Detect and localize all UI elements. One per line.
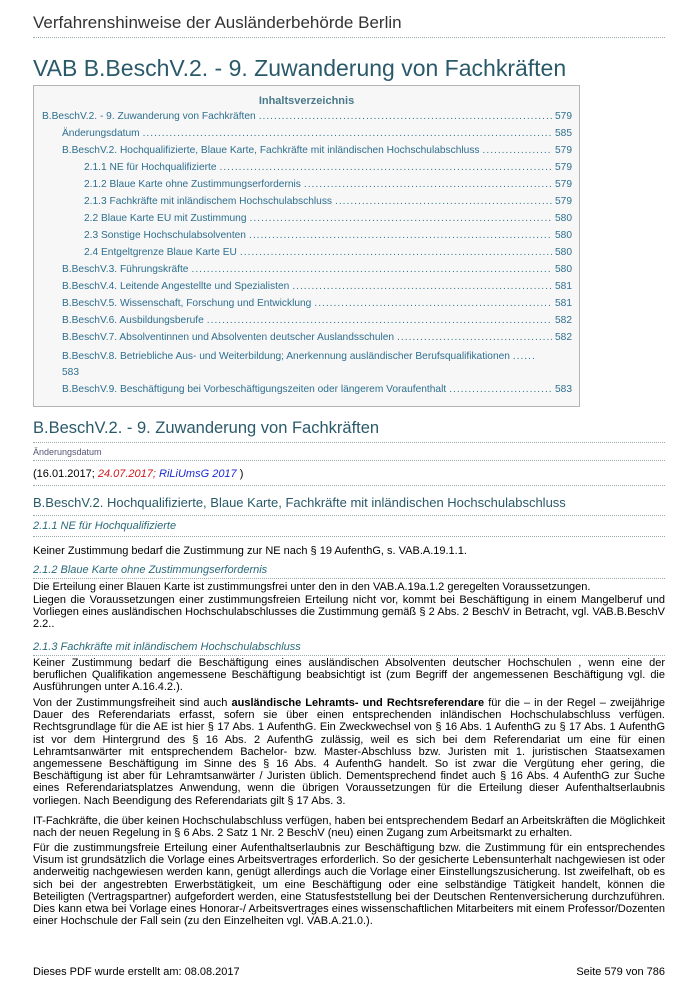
heading-2-1-1: 2.1.1 NE für Hochqualifizierte (33, 520, 177, 532)
toc-item-page: 580 (555, 247, 572, 258)
toc-item[interactable] (62, 264, 572, 278)
toc-item-page: 582 (555, 315, 572, 326)
heading-2-1-3: 2.1.3 Fachkräfte mit inländischem Hochschulabschluss (33, 641, 301, 653)
toc-item[interactable]: B.BeschV.8. Betriebliche Aus- und Weiterbildung; Anerkennung ausländischer Berufsqualifikationen ...... 583 (62, 351, 536, 378)
toc-item-label: 2.3 Sonstige Hochschulabsolventen (84, 230, 246, 241)
page-title: VAB B.BeschV.2. - 9. Zuwanderung von Fachkräften (33, 55, 567, 81)
header-divider (33, 37, 665, 38)
paragraph-2-1-1: Keiner Zustimmung bedarf die Zustimmung zur NE nach § 19 AufenthG, s. VAB.A.19.1.1. (33, 545, 467, 557)
toc-item[interactable] (62, 332, 572, 346)
toc-item-label: B.BeschV.8. Betriebliche Aus- und Weiterbildung; Anerkennung ausländischer Berufsqualifikationen (62, 351, 510, 362)
toc-item-page: 579 (555, 111, 572, 122)
footer-page-info: Seite 579 von 786 (576, 966, 665, 978)
toc-item[interactable] (62, 298, 572, 312)
toc-item[interactable] (42, 111, 572, 125)
toc-item-label: B.BeschV.9. Beschäftigung bei Vorbeschäftigungszeiten oder längerem Voraufenthalt (62, 384, 447, 395)
section-divider (33, 442, 665, 443)
toc-item-page: 581 (555, 298, 572, 309)
paragraph-2-1-3c: IT-Fachkräfte, die über keinen Hochschulabschluss verfügen, haben bei entsprechendem Bedarf an Arbeitskräften die Möglichkeit nach der neuen Regelung in § 6 Abs. 2 Satz 1 Nr. 2 BeschV (neu) einen Zugang zum Arbeitsmarkt zu erhalten. (33, 815, 665, 840)
divider (33, 485, 665, 486)
toc-item[interactable] (62, 145, 572, 159)
toc-item-page: 581 (555, 281, 572, 292)
toc-item-label: B.BeschV.2. Hochqualifizierte, Blaue Karte, Fachkräfte mit inländischen Hochschulabschluss (62, 145, 480, 156)
toc-item-label: Änderungsdatum (62, 128, 140, 139)
toc-item[interactable] (84, 162, 572, 176)
toc-item-label: 2.1.3 Fachkräfte mit inländischem Hochschulabschluss (84, 196, 333, 207)
toc-item-label: B.BeschV.4. Leitende Angestellte und Spezialisten (62, 281, 290, 292)
divider (33, 536, 665, 537)
paragraph-2-1-3a: Keiner Zustimmung bedarf die Beschäftigung eines ausländischen Absolventen deutscher Hochschulen , wenn eine der beruflichen Qualifikation angemessene Beschäftigung beabsichtigt ist (zum Begriff der angemessenen Beschäftigung vgl. die Ausführungen unter A.16.4.2.). (33, 657, 665, 694)
toc-item[interactable] (62, 315, 572, 329)
toc-item-page: 580 (555, 213, 572, 224)
paragraph-2-1-3b: Von der Zustimmungsfreiheit sind auch ausländische Lehramts- und Rechtsreferendare für die – in der Regel – zweijährige Dauer des Referendariats erfasst, sofern sie über einen entsprechenden inländischen Hochschulabschluss verfügen. Rechtsgrundlage für die AE ist hier § 17 Abs. 1 AufenthG. Ein Zweckwechsel von § 16 Abs. 1 AufenthG zu § 17 Abs. 1 AufenthG ist vor dem Hintergrund des § 16 Abs. 2 AufenthG zulässig, weil es sich bei dem Referendariat um eine für einen Lehramtsanwärter mit entsprechendem Bachelor- bzw. Master-Abschluss bzw. Juristen mit 1. juristischen Staatsexamen angemessene Beschäftigung im Sinne des § 16 Abs. 4 AufenthG handelt. So ist zwar die Vergütung eher gering, die Beschäftigung ist aber für Lehramtsanwärter / Juristen üblich. Dementsprechend findet auch § 16 Abs. 4 AufenthG zur Suche eines Referendariatsplatzes Anwendung, wenn die übrigen Voraussetzungen für die Erteilung dieser Aufenthaltserlaubnis vorliegen. Nach Beendigung des Referendariats gilt § 17 Abs. 3. (33, 697, 665, 807)
toc-item-page: 579 (555, 145, 572, 156)
toc-item-page: 582 (555, 332, 572, 343)
toc-item-page: 579 (555, 162, 572, 173)
toc-heading: Inhaltsverzeichnis (258, 95, 355, 107)
divider (33, 655, 665, 656)
section-title: B.BeschV.2. - 9. Zuwanderung von Fachkräften (33, 419, 380, 437)
toc-item-page: 580 (555, 230, 572, 241)
toc-item-label: 2.4 Entgeltgrenze Blaue Karte EU (84, 247, 237, 258)
change-date-blue: RiLiUmsG 2017 (159, 468, 237, 480)
toc-item[interactable] (62, 128, 572, 142)
label-divider (33, 460, 665, 461)
toc-item-label: B.BeschV.3. Führungskräfte (62, 264, 189, 275)
toc-item-label: B.BeschV.2. - 9. Zuwanderung von Fachkräften (42, 111, 256, 122)
divider (33, 515, 665, 516)
paragraph-2-1-3d: Für die zustimmungsfreie Erteilung einer Aufenthaltserlaubnis zur Beschäftigung bzw. die Zustimmung für ein entsprechendes Visum ist grundsätzlich die Vorlage eines Arbeitsvertrages erforderlich. So der gesicherte Lebensunterhalt nachgewiesen ist oder anderweitig nachgewiesen werden kann, genügt allerdings auch die Vorlage einer Einstellungszusicherung. Ist zweifelhaft, ob es sich bei der angestrebten Erwerbstätigkeit, um eine Beschäftigung oder eine selbständige Tätigkeit handelt, können die Beteiligten (Vertragspartner) aufgefordert werden, eine Statusfeststellung bei der Deutschen Rentenversicherung durchzuführen. Dies kann etwa bei Vorlage eines Honorar-/ Arbeitsvertrages eines wissenschaftlichen Mitarbeiters mit einem Professor/Dozenten einer Hochschule der Fall sein (zu den Einzelheiten vgl. VAB.A.21.0.). (33, 842, 665, 928)
toc-item[interactable] (84, 247, 572, 261)
toc-item-page: 583 (62, 367, 79, 378)
paragraph-2-1-2a: Die Erteilung einer Blauen Karte ist zustimmungsfrei unter den in den VAB.A.19a.1.2 geregelten Voraussetzungen. (33, 581, 591, 593)
toc-item-label: 2.1.2 Blaue Karte ohne Zustimmungserfordernis (84, 179, 301, 190)
toc-item-label: B.BeschV.6. Ausbildungsberufe (62, 315, 204, 326)
toc-item[interactable] (84, 213, 572, 227)
paragraph-2-1-2b: Liegen die Voraussetzungen einer zustimmungsfreien Erteilung nicht vor, kommt bei Beschäftigung in einem Mangelberuf und Vorliegen eines ausländischen Hochschulabschlusses die Zustimmung gemäß § 2 Abs. 2 BeschV in Betracht, vgl. VAB.B.BeschV 2.2.. (33, 594, 665, 631)
toc-item-label: B.BeschV.5. Wissenschaft, Forschung und Entwicklung (62, 298, 312, 309)
footer-created: Dieses PDF wurde erstellt am: 08.08.2017 (33, 966, 240, 978)
toc-item-page: 580 (555, 264, 572, 275)
toc-item[interactable] (62, 384, 572, 398)
change-date-line: (16.01.2017; 24.07.2017; RiLiUmsG 2017 ) (33, 468, 244, 480)
table-of-contents (33, 85, 580, 407)
toc-item-page: 583 (555, 384, 572, 395)
subsection-title: B.BeschV.2. Hochqualifizierte, Blaue Karte, Fachkräfte mit inländischen Hochschulabschluss (33, 495, 566, 510)
toc-item-page: 579 (555, 179, 572, 190)
toc-item-label: 2.2 Blaue Karte EU mit Zustimmung (84, 213, 247, 224)
toc-item-page: 579 (555, 196, 572, 207)
change-date-label: Änderungsdatum (33, 447, 102, 457)
divider (33, 578, 665, 579)
toc-item-label: 2.1.1 NE für Hochqualifizierte (84, 162, 217, 173)
bold-term: ausländische Lehramts- und Rechtsreferendare (231, 697, 485, 709)
site-title: Verfahrenshinweise der Ausländerbehörde Berlin (33, 13, 402, 32)
toc-item[interactable] (84, 230, 572, 244)
toc-item[interactable] (62, 281, 572, 295)
toc-item-page: 585 (555, 128, 572, 139)
toc-item-label: B.BeschV.7. Absolventinnen und Absolventen deutscher Auslandsschulen (62, 332, 395, 343)
toc-item[interactable] (84, 196, 572, 210)
toc-item[interactable] (84, 179, 572, 193)
change-date-red: 24.07.2017; (97, 468, 156, 480)
heading-2-1-2: 2.1.2 Blaue Karte ohne Zustimmungserfordernis (33, 564, 268, 576)
